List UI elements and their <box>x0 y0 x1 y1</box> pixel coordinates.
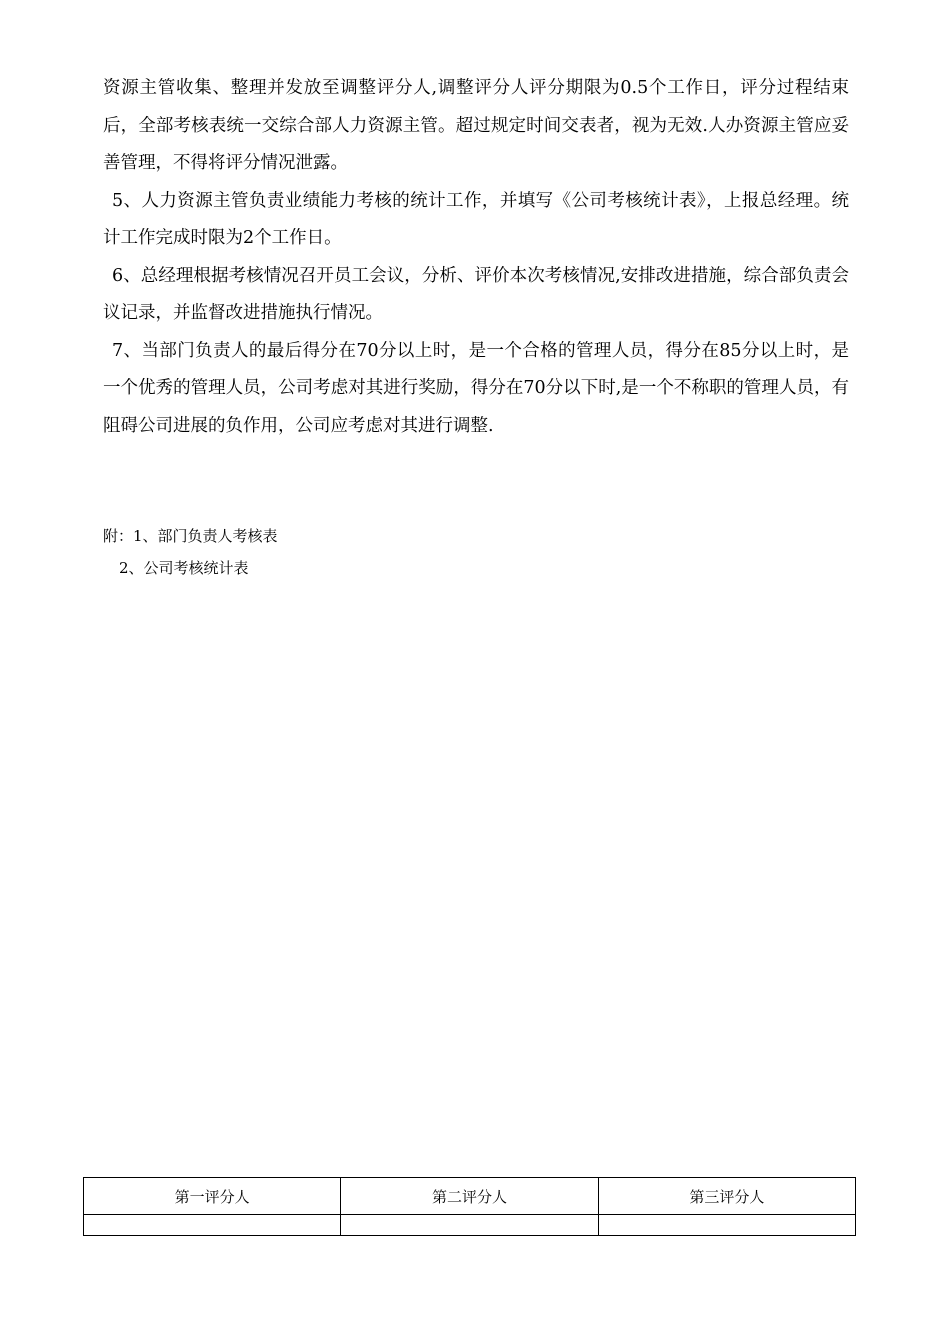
signoff-header-second: 第二评分人 <box>341 1178 598 1215</box>
paragraph-item-7: 7、当部门负责人的最后得分在70分以上时，是一个合格的管理人员，得分在85分以上时，是一个优秀的管理人员，公司考虑对其进行奖励，得分在70分以下时,是一个不称职的管理人员，有阻碍公司进展的负作用，公司应考虑对其进行调整. <box>103 340 849 436</box>
paragraph-item-5: 5、人力资源主管负责业绩能力考核的统计工作，并填写《公司考核统计表》，上报总经理。统计工作完成时限为2个工作日。 <box>103 190 849 248</box>
paragraph-continued: 资源主管收集、整理并发放至调整评分人,调整评分人评分期限为0.5个工作日，评分过程结束后，全部考核表统一交综合部人力资源主管。超过规定时间交表者，视为无效.人办资源主管应妥善管理，不得将评分情况泄露。 <box>103 78 849 173</box>
signoff-header-row <box>84 1178 856 1215</box>
signoff-header-first: 第一评分人 <box>84 1178 341 1215</box>
signoff-blank-row <box>84 1215 856 1236</box>
signoff-header-third: 第三评分人 <box>598 1178 855 1215</box>
appendix-line-1: 附：1、部门负责人考核表 <box>103 527 278 545</box>
signoff-cell-third <box>598 1215 855 1236</box>
signoff-table <box>83 1177 856 1236</box>
appendix-line-2: 2、公司考核统计表 <box>119 559 249 577</box>
signoff-cell-second <box>341 1215 598 1236</box>
paragraph-item-6: 6、总经理根据考核情况召开员工会议，分析、评价本次考核情况,安排改进措施，综合部负责会议记录，并监督改进措施执行情况。 <box>103 265 849 323</box>
body-text <box>103 70 849 445</box>
signoff-cell-first <box>84 1215 341 1236</box>
appendix <box>103 520 278 584</box>
